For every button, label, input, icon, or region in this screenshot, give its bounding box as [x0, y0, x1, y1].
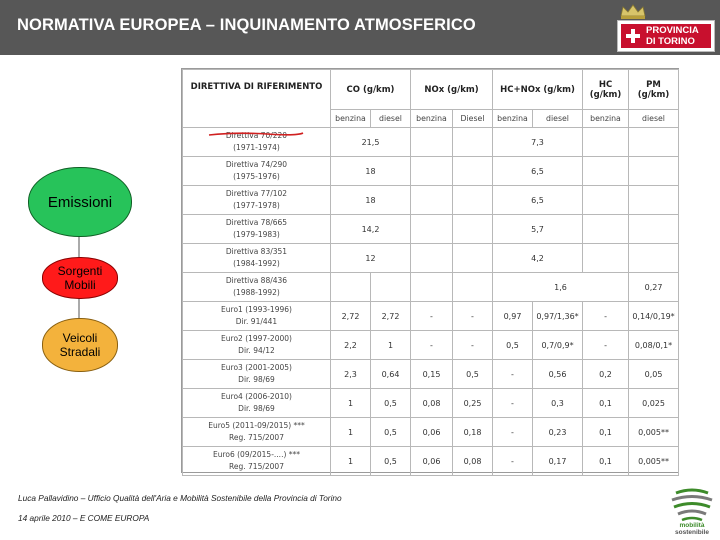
table-row: Euro1 (1993-1996) Dir. 91/441 2,72 2,72 - - 0,97 0,97/1,36* - 0,14/0,19*: [183, 302, 679, 331]
veicoli-stradali-node: [42, 318, 118, 372]
veicoli-label-line2: Stradali: [59, 345, 101, 359]
emissioni-node: [28, 167, 132, 237]
table-row: Euro3 (2001-2005) Dir. 98/69 2,3 0,64 0,15 0,5 - 0,56 0,2 0,05: [183, 360, 679, 389]
sub-benzina: benzina: [331, 110, 371, 128]
emissioni-label: Emissioni: [47, 193, 113, 211]
sub-diesel: Diesel: [453, 110, 493, 128]
table-row: Direttiva 74/290 (1975-1976) 18 6,5: [183, 157, 679, 186]
co-header: CO (g/km): [331, 70, 411, 110]
cross-icon: [625, 28, 641, 44]
table-row: Euro4 (2006-2010) Dir. 98/69 1 0,5 0,08 0,25 - 0,3 0,1 0,025: [183, 389, 679, 418]
table-row: Direttiva 78/665 (1979-1983) 14,2 5,7: [183, 215, 679, 244]
sorgenti-label-line2: Mobili: [64, 278, 96, 292]
hcnox-header: HC+NOx (g/km): [493, 70, 583, 110]
directive-header: DIRETTIVA DI RIFERIMENTO: [183, 70, 331, 128]
table-row: Direttiva 83/351 (1984-1992) 12 4,2: [183, 244, 679, 273]
province-logo: [617, 20, 715, 52]
table-row: Direttiva 70/220 (1971-1974) 21,5 7,3: [183, 128, 679, 157]
table-row: Direttiva 88/436 (1988-1992) 1,6 0,27: [183, 273, 679, 302]
pm-header: PM (g/km): [629, 70, 679, 110]
table-row: Direttiva 77/102 (1977-1978) 18 6,5: [183, 186, 679, 215]
crown-icon: [617, 2, 649, 20]
nox-header: NOx (g/km): [411, 70, 493, 110]
hc-header: HC (g/km): [583, 70, 629, 110]
mobility-logo-icon: [668, 487, 714, 523]
sub-diesel: diesel: [371, 110, 411, 128]
table-row: Euro2 (1997-2000) Dir. 94/12 2,2 1 - - 0,5 0,7/0,9* - 0,08/0,1*: [183, 331, 679, 360]
sorgenti-label-line1: Sorgenti: [57, 264, 103, 278]
sub-benzina: benzina: [493, 110, 533, 128]
mobility-logo-text: mobilità sostenibile: [675, 522, 709, 536]
footer-author: Luca Pallavidino – Ufficio Qualità dell'Aria e Mobilità Sostenibile della Provincia di Torino: [18, 493, 342, 503]
page-title: NORMATIVA EUROPEA – INQUINAMENTO ATMOSFERICO: [17, 16, 476, 34]
sorgenti-mobili-node: [42, 257, 118, 299]
sub-benzina: benzina: [583, 110, 629, 128]
table-row: Euro6 (09/2015-....) *** Reg. 715/2007 1 0,5 0,06 0,08 - 0,17 0,1 0,005**: [183, 447, 679, 476]
veicoli-label-line1: Veicoli: [62, 331, 98, 345]
emission-limits-table: [181, 68, 679, 473]
sub-diesel: diesel: [629, 110, 679, 128]
footer-date: 14 aprile 2010 – E COME EUROPA: [18, 513, 150, 523]
sub-benzina: benzina: [411, 110, 453, 128]
sub-diesel: diesel: [533, 110, 583, 128]
logo-text-line1: PROVINCIA: [646, 25, 699, 36]
table-row: Euro5 (2011-09/2015) *** Reg. 715/2007 1 0,5 0,06 0,18 - 0,23 0,1 0,005**: [183, 418, 679, 447]
logo-text-line2: DI TORINO: [646, 35, 695, 47]
highlight-underline: [207, 131, 305, 137]
